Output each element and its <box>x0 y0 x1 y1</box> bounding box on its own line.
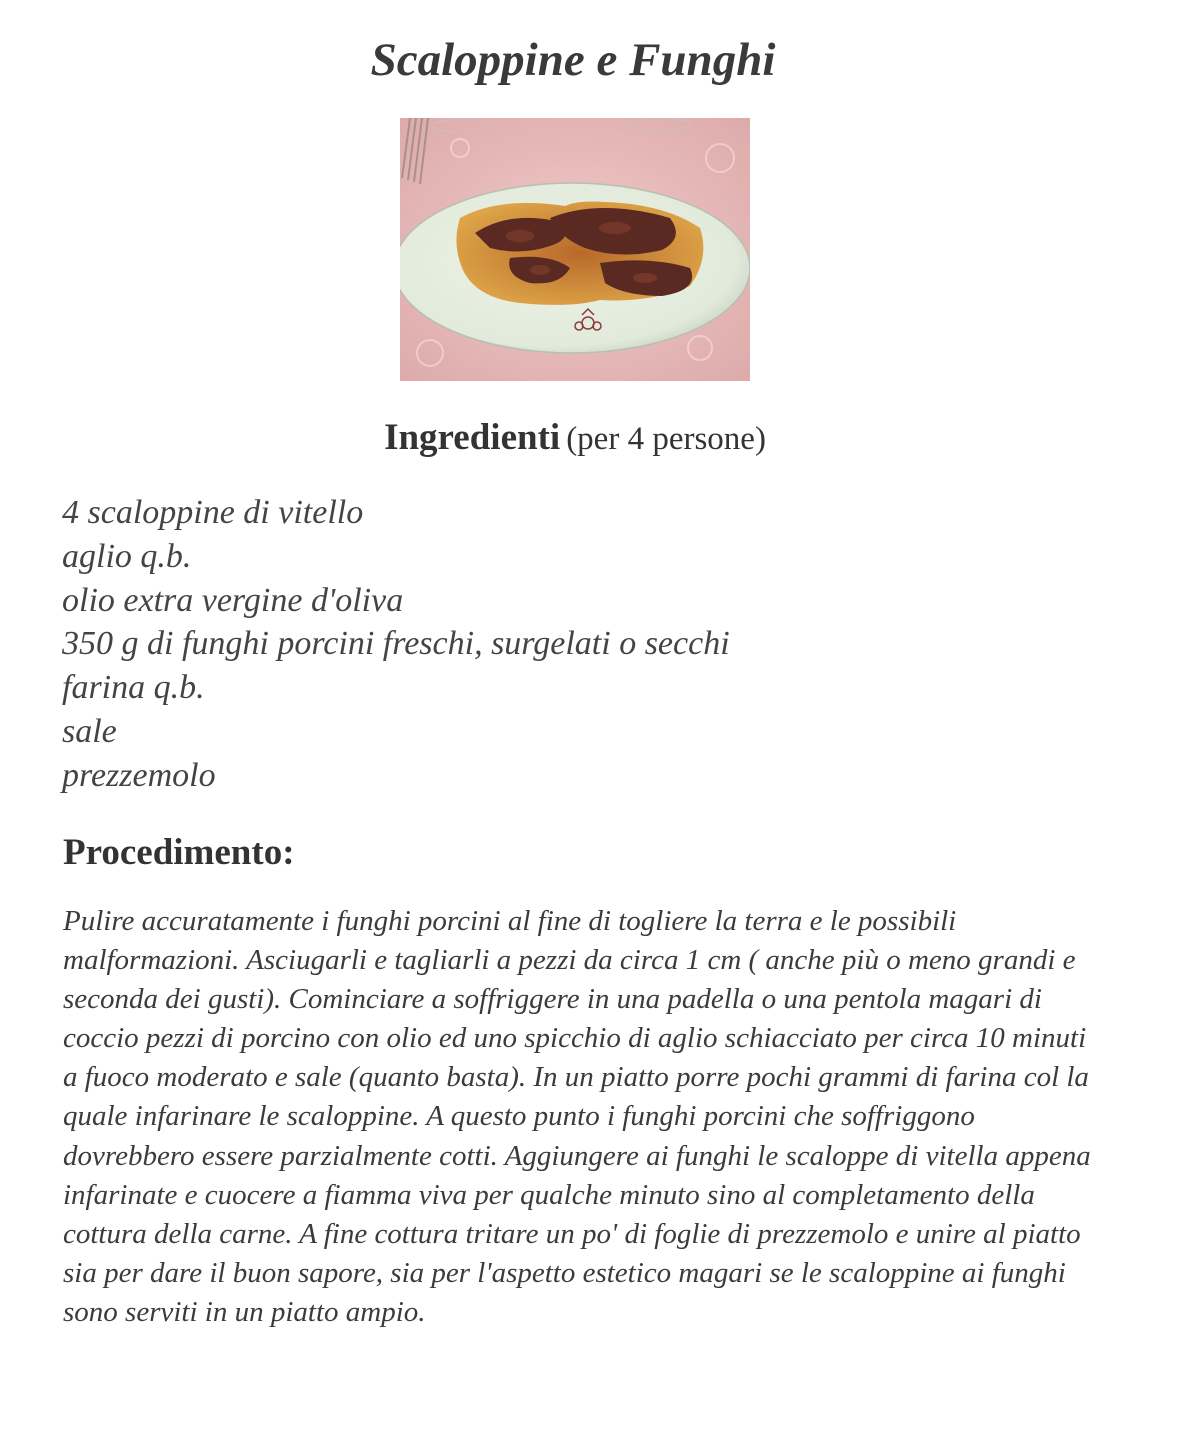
recipe-title: Scaloppine e Funghi <box>370 34 776 86</box>
ingredients-heading <box>0 415 1150 465</box>
ingredient-item: sale <box>62 712 117 750</box>
ingredient-item: aglio q.b. <box>62 537 192 575</box>
ingredient-item: olio extra vergine d'oliva <box>62 581 404 619</box>
ingredient-item: 350 g di funghi porcini freschi, surgelati o secchi <box>62 625 730 663</box>
ingredients-servings-note: (per 4 persone) <box>566 421 766 457</box>
ingredients-heading-label: Ingredienti <box>384 417 561 458</box>
procedure-heading: Procedimento: <box>63 832 295 873</box>
procedure-text: Pulire accuratamente i funghi porcini al fine di togliere la terra e le possibili malformazioni. Asciugarli e tagliarli a pezzi da circa 1 cm ( anche più o meno grandi e seconda dei gusti). Cominciare a soffriggere in una padella o una pentola magari di coccio pezzi di porcino con olio ed uno spicchio di aglio schiacciato per circa 10 minuti a fuoco moderato e sale (quanto basta). In un piatto porre pochi grammi di farina col la quale infarinare le scaloppine. A questo punto i funghi porcini che soffriggono dovrebbero essere parzialmente cotti. Aggiungere ai funghi le scaloppe di vitella appena infarinate e cuocere a fiamma viva per qualche minuto sino al completamento della cottura della carne. A fine cottura tritare un po' di foglie di prezzemolo e unire al piatto sia per dare il buon sapore, sia per l'aspetto estetico magari se le scaloppine ai funghi sono serviti in un piatto ampio. <box>63 905 1091 1328</box>
ingredient-item: farina q.b. <box>62 669 205 707</box>
dish-photo <box>400 118 750 381</box>
dish-photo-icon <box>400 118 750 381</box>
ingredient-item: 4 scaloppine di vitello <box>62 494 364 531</box>
ingredients-list <box>62 491 730 798</box>
ingredient-item: prezzemolo <box>62 756 216 794</box>
